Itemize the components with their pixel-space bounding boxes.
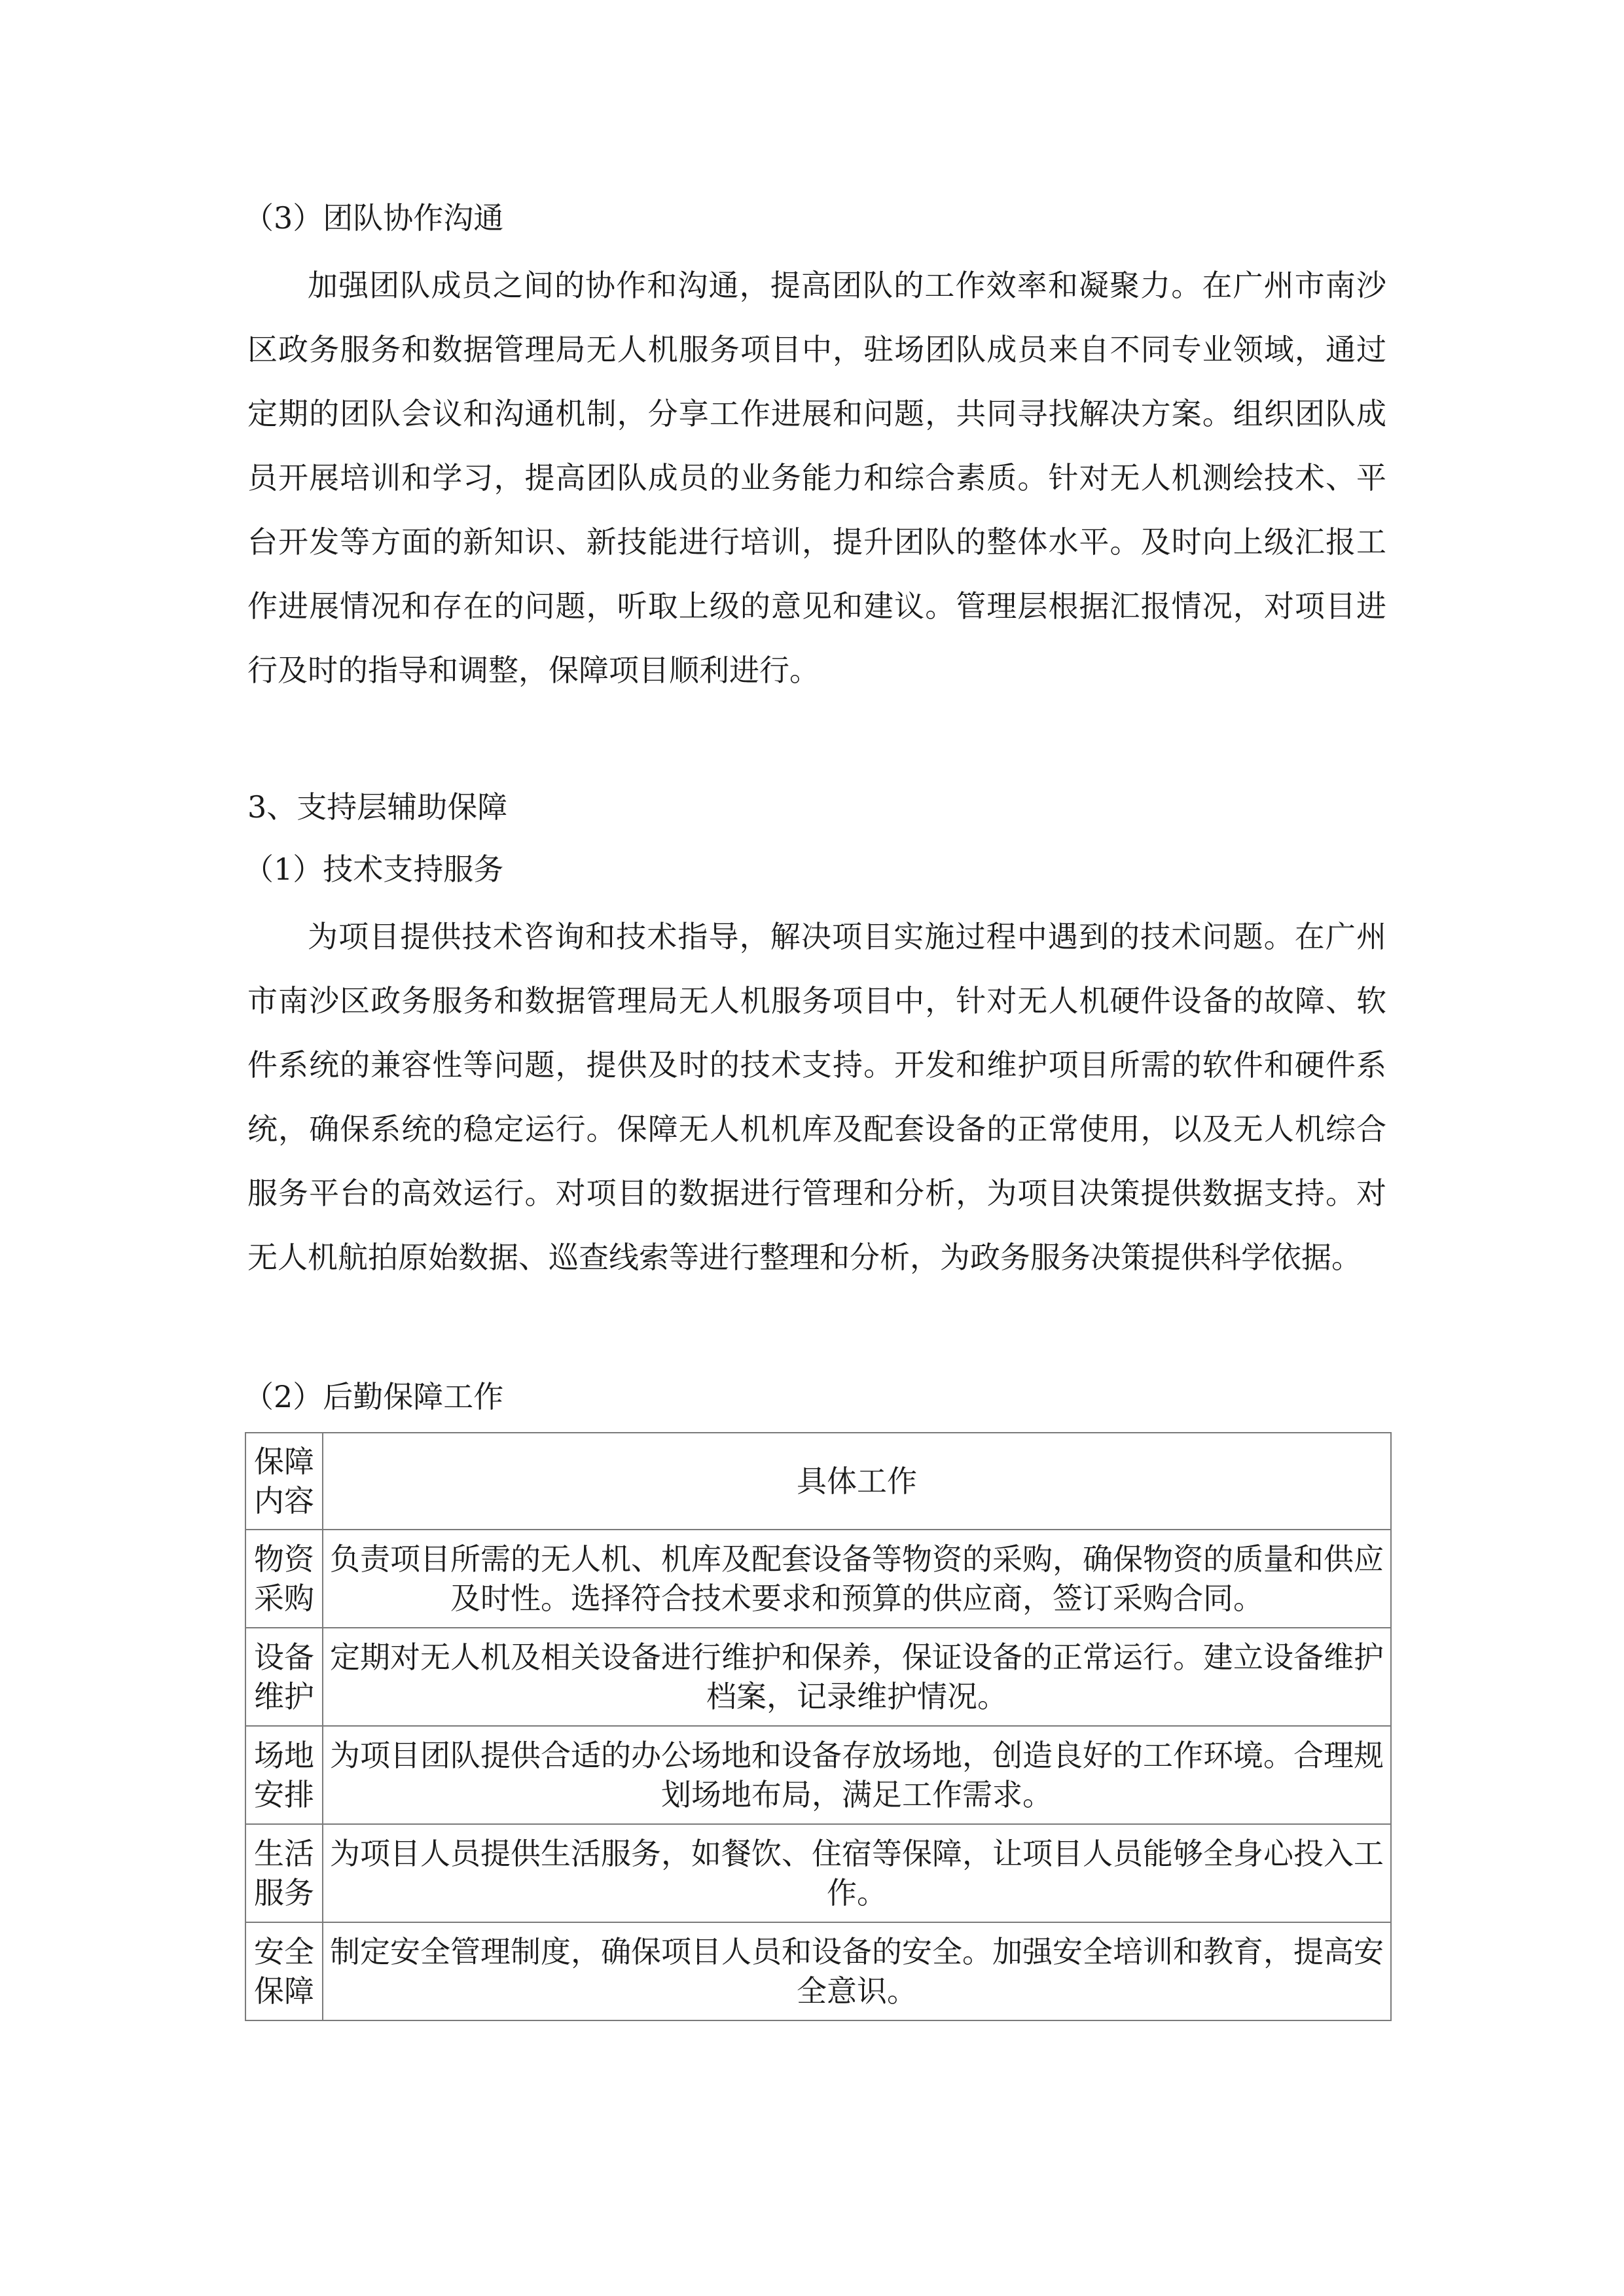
row-detail: 制定安全管理制度，确保项目人员和设备的安全。加强安全培训和教育，提高安全意识。 xyxy=(323,1922,1391,2020)
heading-support-layer: 3、支持层辅助保障 xyxy=(247,789,508,825)
row-category: 生活服务 xyxy=(245,1824,323,1922)
row-category: 场地安排 xyxy=(245,1726,323,1824)
table-header-row xyxy=(245,1433,1391,1530)
row-detail: 为项目人员提供生活服务，如餐饮、住宿等保障，让项目人员能够全身心投入工作。 xyxy=(323,1824,1391,1922)
row-detail: 负责项目所需的无人机、机库及配套设备等物资的采购，确保物资的质量和供应及时性。选择符合技术要求和预算的供应商，签订采购合同。 xyxy=(323,1530,1391,1628)
row-category: 设备维护 xyxy=(245,1628,323,1726)
row-category: 物资采购 xyxy=(245,1530,323,1628)
table-row xyxy=(245,1530,1391,1628)
heading-team-collaboration: （3）团队协作沟通 xyxy=(244,200,504,236)
paragraph-team-collaboration: 加强团队成员之间的协作和沟通，提高团队的工作效率和凝聚力。在广州市南沙区政务服务和数据管理局无人机服务项目中，驻场团队成员来自不同专业领域，通过定期的团队会议和沟通机制，分享工作进展和问题，共同寻找解决方案。组织团队成员开展培训和学习，提高团队成员的业务能力和综合素质。针对无人机测绘技术、平台开发等方面的新知识、新技能进行培训，提升团队的整体水平。及时向上级汇报工作进展情况和存在的问题，听取上级的意见和建议。管理层根据汇报情况，对项目进行及时的指导和调整，保障项目顺利进行。 xyxy=(247,268,1386,688)
table-row xyxy=(245,1824,1391,1922)
table-header-detail: 具体工作 xyxy=(323,1433,1391,1530)
paragraph-technical-support: 为项目提供技术咨询和技术指导，解决项目实施过程中遇到的技术问题。在广州市南沙区政务服务和数据管理局无人机服务项目中，针对无人机硬件设备的故障、软件系统的兼容性等问题，提供及时的技术支持。开发和维护项目所需的软件和硬件系统，确保系统的稳定运行。保障无人机机库及配套设备的正常使用，以及无人机综合服务平台的高效运行。对项目的数据进行管理和分析，为项目决策提供数据支持。对无人机航拍原始数据、巡查线索等进行整理和分析，为政务服务决策提供科学依据。 xyxy=(247,919,1386,1275)
table-header-category: 保障内容 xyxy=(245,1433,323,1530)
row-detail: 定期对无人机及相关设备进行维护和保养，保证设备的正常运行。建立设备维护档案，记录维护情况。 xyxy=(323,1628,1391,1726)
table-row xyxy=(245,1628,1391,1726)
heading-logistics: （2）后勤保障工作 xyxy=(244,1379,504,1414)
row-detail: 为项目团队提供合适的办公场地和设备存放场地，创造良好的工作环境。合理规划场地布局，满足工作需求。 xyxy=(323,1726,1391,1824)
table-row xyxy=(245,1726,1391,1824)
table-row xyxy=(245,1922,1391,2020)
row-category: 安全保障 xyxy=(245,1922,323,2020)
heading-technical-support: （1）技术支持服务 xyxy=(244,852,504,887)
logistics-table xyxy=(245,1432,1392,2021)
